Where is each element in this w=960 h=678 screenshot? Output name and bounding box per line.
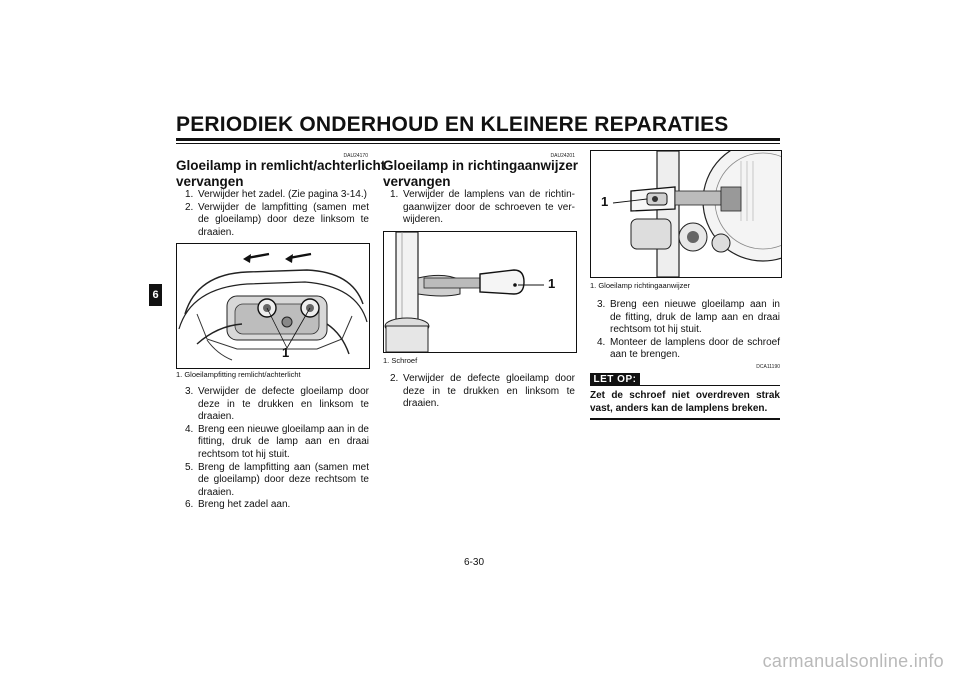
section-heading-turn-signal (383, 158, 578, 190)
header-rule-thin (176, 143, 780, 144)
step-item: 3. Verwijder de defecte gloeilamp door deze in te drukken en linksom te draaien. (185, 386, 369, 423)
figure-brake-light-socket (176, 243, 370, 369)
watermark: carmanualsonline.info (762, 651, 944, 671)
page-number: 6-30 (464, 557, 485, 568)
header-rule (176, 138, 780, 141)
caution-code: DCA11190 (756, 364, 780, 370)
figure-caption: 1. Gloeilampfitting remlicht/achterlicht (176, 370, 301, 379)
figure-caption: 1. Schroef (383, 356, 418, 365)
step-item: 1. Verwijder het zadel. (Zie pagina 3-14.) (185, 189, 367, 200)
brake-light-illustration (177, 244, 369, 368)
step-item: 6. Breng het zadel aan. (185, 499, 291, 511)
figure-callout-1: 1 (548, 276, 556, 291)
step-item: 4. Monteer de lamplens door de schroef aan te brengen. (597, 336, 780, 361)
turn-signal-illustration (384, 232, 576, 352)
steps-list-continued (185, 386, 369, 512)
step-item: 1. Verwijder de lamplens van de richtin-gaanwijzer door de schroeven te ver-wijderen. (390, 189, 575, 226)
caution-text: Zet de schroef niet overdreven strak vast, anders kan de lamplens breken. (590, 390, 780, 414)
heading-line-1: Gloeilamp in remlicht/achterlicht (176, 158, 386, 173)
caution-rule-bottom (590, 418, 780, 420)
heading-line-2: vervangen (176, 174, 244, 189)
step-item: 5. Breng de lampfitting aan (samen met de gloeilamp) door deze rechtsom te draaien. (185, 461, 369, 498)
steps-list-continued (390, 373, 575, 411)
section-heading-brake-light (176, 158, 385, 190)
section-code: DAU24170 (343, 153, 368, 159)
heading-line-1: Gloeilamp in richtingaanwijzer (383, 158, 579, 173)
section-code: DAU24201 (550, 153, 575, 159)
steps-list (597, 299, 780, 362)
steps-list (390, 189, 575, 227)
figure-turn-signal-bulb (590, 150, 782, 278)
turn-signal-bulb-illustration (591, 151, 781, 277)
figure-turn-signal-screw (383, 231, 577, 353)
page-title: PERIODIEK ONDERHOUD EN KLEINERE REPARATIES (176, 113, 729, 136)
caution-rule-top (640, 385, 780, 386)
figure-callout-1: 1 (282, 345, 290, 360)
chapter-tab: 6 (149, 284, 162, 306)
step-item: 3. Breng een nieuwe gloeilamp aan in de fitting, druk de lamp aan en draai rechtsom tot hij stuit. (597, 299, 780, 336)
caution-label: LET OP: (590, 373, 640, 386)
steps-list (185, 189, 369, 239)
step-item: 4. Breng een nieuwe gloeilamp aan in de fitting, druk de lamp aan en draai rechtsom tot hij stuit. (185, 423, 369, 460)
step-item: 2. Verwijder de lampfitting (samen met de gloeilamp) door deze linksom te draaien. (185, 201, 369, 238)
heading-line-2: vervangen (383, 174, 451, 189)
step-item: 2. Verwijder de defecte gloeilamp door deze in te drukken en linksom te draaien. (390, 373, 575, 410)
figure-caption: 1. Gloeilamp richtingaanwijzer (590, 281, 691, 290)
figure-callout-1: 1 (601, 194, 609, 209)
